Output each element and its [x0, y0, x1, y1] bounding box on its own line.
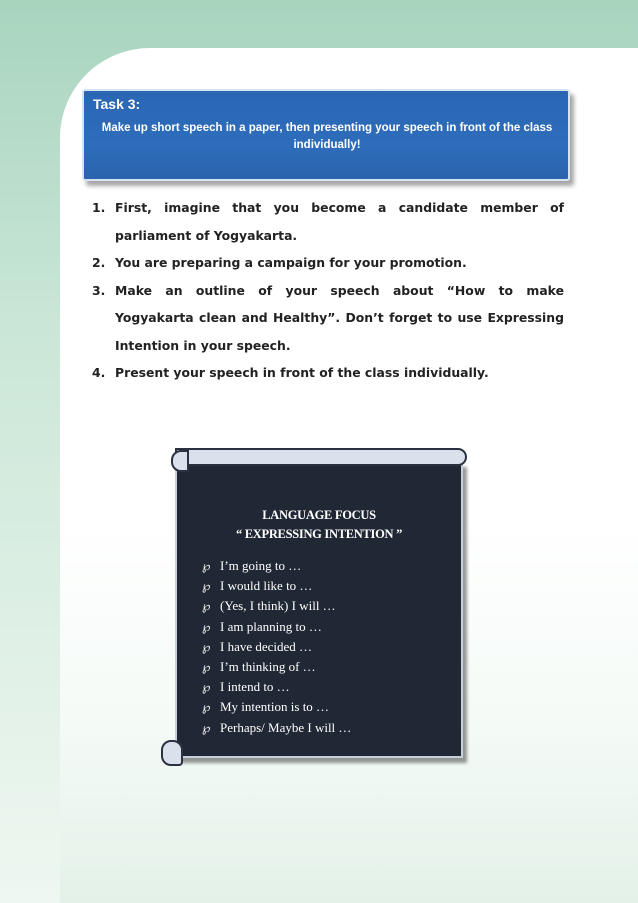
list-item — [202, 576, 351, 596]
list-item — [202, 657, 351, 677]
list-item — [202, 596, 351, 616]
bullet-icon: ℘ — [202, 700, 211, 715]
step-number: 3. — [92, 282, 106, 298]
list-item — [92, 194, 564, 249]
language-focus-heading: LANGUAGE FOCUS — [262, 508, 376, 522]
phrase-text: Perhaps/ Maybe I will … — [220, 719, 352, 735]
scroll-top-curl — [175, 448, 467, 466]
list-item — [202, 697, 351, 717]
phrase-text: I am planning to … — [220, 618, 322, 634]
step-number: 4. — [92, 365, 106, 380]
phrase-text: I’m going to … — [220, 558, 302, 573]
bullet-icon: ℘ — [202, 559, 211, 573]
language-focus-title — [177, 506, 461, 544]
phrase-text: My intention is to … — [220, 699, 330, 715]
bullet-icon: ℘ — [202, 680, 211, 695]
step-text: Present your speech in front of the class individually. — [115, 365, 489, 380]
list-item — [202, 637, 351, 657]
instruction-list — [92, 194, 564, 387]
bullet-icon: ℘ — [202, 619, 211, 634]
scroll-bottom-curl — [161, 740, 183, 766]
task-description: Make up short speech in a paper, then presenting your speech in front of the class individually! — [101, 122, 553, 151]
step-number: 2. — [92, 255, 106, 270]
list-item — [92, 277, 564, 360]
list-item — [202, 617, 351, 637]
task-box — [82, 89, 570, 181]
list-item — [202, 556, 351, 576]
phrase-text: I would like to … — [220, 578, 313, 594]
list-item — [202, 677, 351, 697]
phrase-text: I intend to … — [220, 679, 290, 695]
language-focus-scroll — [159, 444, 472, 769]
phrase-text: I’m thinking of … — [220, 659, 316, 675]
list-item — [92, 359, 564, 387]
scroll-top-knob — [171, 450, 189, 472]
phrase-list — [202, 556, 351, 738]
bullet-icon: ℘ — [202, 660, 211, 675]
bullet-icon: ℘ — [202, 639, 211, 654]
phrase-text: I have decided … — [220, 638, 313, 654]
bullet-icon: ℘ — [202, 599, 211, 614]
phrase-text: (Yes, I think) I will … — [220, 598, 336, 614]
task-title: Task 3: — [93, 96, 141, 112]
step-text: You are preparing a campaign for your promotion. — [115, 255, 467, 270]
list-item — [202, 718, 351, 738]
language-focus-panel — [175, 462, 463, 758]
list-item — [92, 249, 564, 277]
step-text: First, imagine that you become a candidate member of parliament of Yogyakarta. — [115, 200, 564, 243]
bullet-icon: ℘ — [202, 720, 211, 735]
bullet-icon: ℘ — [202, 579, 211, 594]
language-focus-subheading: “ EXPRESSING INTENTION ” — [235, 527, 403, 541]
step-text: Make an outline of your speech about “How to make Yogyakarta clean and Healthy”. Don’t forget to use Expressing Intention in your speech. — [115, 282, 564, 353]
step-number: 1. — [92, 200, 106, 215]
